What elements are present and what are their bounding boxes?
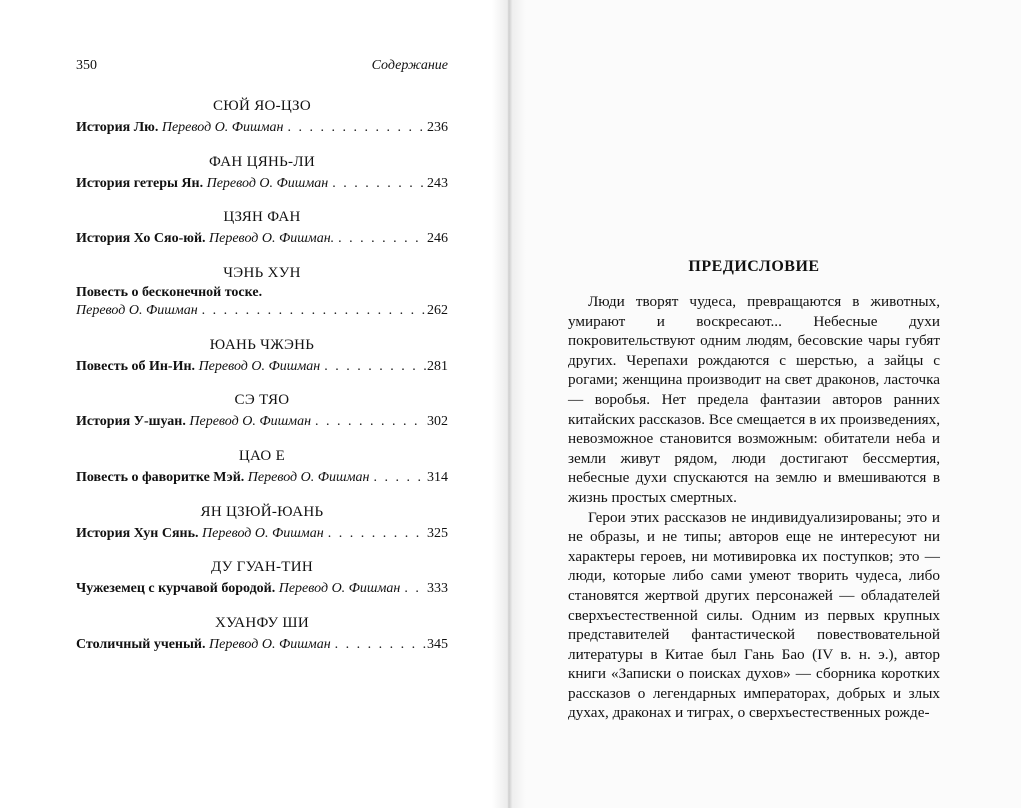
toc-entry	[76, 504, 448, 560]
toc-work-line	[76, 526, 448, 544]
toc-work-title: История Хо Сяо-юй.	[76, 231, 206, 247]
toc-author: ЦАО Е	[238, 447, 286, 464]
running-title: Содержание	[371, 58, 448, 73]
toc-translator: Перевод О. Фишман	[202, 525, 324, 541]
toc-work-title: Повесть о фаворитке Мэй.	[76, 469, 245, 485]
toc-page-number: 246	[427, 231, 448, 247]
toc-entry	[76, 615, 448, 671]
toc-work-title: Столичный ученый.	[76, 636, 206, 652]
toc-translator: Перевод О. Фишман	[209, 636, 331, 652]
toc-page-number: 281	[427, 358, 448, 374]
toc-entry	[76, 265, 448, 337]
toc-page-number: 325	[427, 525, 448, 541]
toc-entry	[76, 337, 448, 393]
toc-leader-dots	[331, 637, 426, 653]
toc-translator: Перевод О. Фишман	[247, 469, 370, 485]
table-of-contents	[76, 98, 448, 670]
toc-leader-dots	[198, 303, 426, 319]
toc-translator: Перевод О. Фишман	[206, 175, 329, 191]
toc-work-title: История У-шуан.	[76, 414, 186, 430]
toc-work-line	[76, 637, 448, 655]
toc-author: ЮАНЬ ЧЖЭНЬ	[209, 336, 315, 353]
preface-body	[568, 292, 940, 723]
toc-work-line	[76, 303, 448, 321]
toc-translator: Перевод О. Фишман	[189, 414, 312, 430]
toc-author: ЧЭНЬ ХУН	[223, 264, 301, 281]
toc-page-number: 314	[427, 469, 448, 485]
toc-work-title: Повесть о бесконечной тоске.	[76, 284, 263, 300]
toc-entry	[76, 392, 448, 448]
toc-leader-dots	[400, 581, 426, 597]
toc-work-line	[76, 285, 448, 303]
toc-author: ХУАНФУ ШИ	[215, 614, 309, 631]
toc-author: ФАН ЦЯНЬ-ЛИ	[209, 153, 315, 170]
toc-work-title: История Лю.	[76, 120, 159, 135]
book-gutter-shadow	[492, 0, 526, 808]
toc-work-line	[76, 359, 448, 377]
preface-paragraph: Люди творят чудеса, превращаются в животных, умирают и воскресают... Небесные духи покровительствуют одним людям, бесовские чары губят других. Черепахи рождаются с шерстью, а зайцы с рогами; женщина производит на свет драконов, ласточка — воробья. Нет предела фантазии авторов ранних китайских рассказов. Все смещается в их произведениях, невозможное становится возможным: обитатели неба и земли живут рядом, люди достигают бессмертия, небесные духи спускаются на землю и вмешиваются в жизнь простых смертных.	[568, 293, 940, 506]
toc-page-number: 345	[427, 636, 448, 652]
toc-work-line	[76, 470, 448, 488]
toc-leader-dots	[311, 414, 426, 430]
toc-leader-dots	[320, 359, 426, 375]
toc-entry	[76, 98, 448, 154]
toc-page-number: 243	[427, 175, 448, 191]
toc-entry	[76, 448, 448, 504]
toc-work-line	[76, 581, 448, 599]
toc-page-number: 302	[427, 414, 448, 430]
toc-entry	[76, 154, 448, 210]
toc-leader-dots	[284, 120, 426, 136]
toc-work-line	[76, 176, 448, 194]
toc-author: ЦЗЯН ФАН	[223, 209, 301, 226]
toc-work-line	[76, 414, 448, 432]
toc-work-title: История гетеры Ян.	[76, 175, 204, 191]
toc-work-title: История Хун Сянь.	[76, 525, 199, 541]
toc-page-number: 333	[427, 581, 448, 597]
toc-author: СЮЙ ЯО-ЦЗО	[212, 98, 312, 114]
preface-paragraph: Герои этих рассказов не индивидуализированы; это и не образы, и не типы; авторов еще не интересуют ни характеры героев, ни мотивировка их поступков; это — люди, которые либо сами умеют творить чудеса, либо становятся жертвой других персонажей — обладателей сверхъестественной силы. Одним из первых крупных представителей фантастической повествовательной литературы в Китае был Гань Бао (IV в. н. э.), автор книги «Записки о поисках духов» — сборника коротких рассказов о легендарных императорах, добрых и злых духах, драконах и тиграх, о сверхъестественных рожде-	[568, 508, 940, 722]
toc-translator: Перевод О. Фишман	[198, 358, 321, 374]
toc-entry	[76, 209, 448, 265]
toc-entry	[76, 559, 448, 615]
toc-translator: Перевод О. Фишман	[161, 120, 284, 135]
toc-translator: Перевод О. Фишман	[76, 302, 198, 318]
toc-translator: Перевод О. Фишман	[278, 581, 401, 597]
toc-author: ДУ ГУАН-ТИН	[210, 559, 313, 576]
toc-work-title: Повесть об Ин-Ин.	[76, 358, 196, 374]
toc-work-title: Чужеземец с курчавой бородой.	[76, 581, 276, 597]
toc-author: ЯН ЦЗЮЙ-ЮАНЬ	[200, 503, 324, 520]
page-number: 350	[76, 58, 97, 73]
toc-translator: Перевод О. Фишман.	[209, 231, 335, 247]
preface-heading: ПРЕДИСЛОВИЕ	[688, 258, 820, 275]
toc-work-line	[76, 231, 448, 249]
toc-leader-dots	[328, 176, 426, 192]
toc-work-line	[76, 120, 448, 138]
toc-leader-dots	[369, 470, 426, 486]
toc-leader-dots	[334, 231, 426, 247]
running-head	[76, 58, 448, 76]
toc-page-number: 262	[427, 302, 448, 318]
toc-page-number: 236	[427, 120, 448, 135]
toc-author: СЭ ТЯО	[234, 392, 290, 409]
toc-leader-dots	[324, 526, 426, 542]
